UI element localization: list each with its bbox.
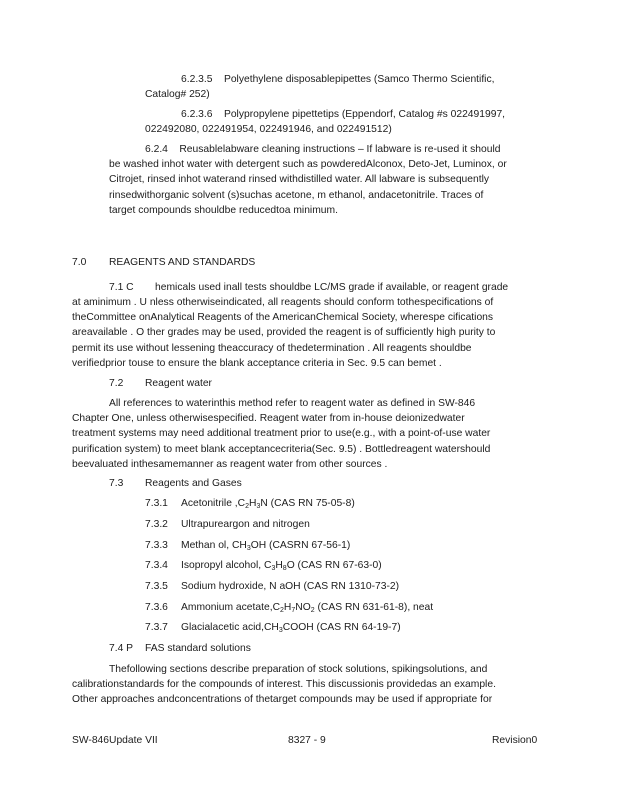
item-number: 7.3.5 <box>145 581 168 592</box>
paragraph-line: areavailable . O ther grades may be used, provided the reagent is of sufficiently high purity to <box>72 327 496 339</box>
paragraph-line: verifiedprior touse to ensure the blank acceptance criteria in Sec. 9.5 can bemet . <box>72 357 442 369</box>
section-number: 7.4 P <box>109 643 134 654</box>
footer-revision: Revision0 <box>492 735 538 746</box>
paragraph-line: All references to waterinthis method refer to reagent water as defined in SW-846 <box>109 398 476 409</box>
section-title: Reagents and Gases <box>145 478 242 489</box>
paragraph-line: purification system) to meet blank acceptancecriteria(Sec. 9.5) . Bottledreagent watershould <box>72 443 491 455</box>
section-7-1-body <box>72 295 545 371</box>
item-number: 7.3.4 <box>145 560 168 571</box>
section-7-4-body <box>72 662 545 708</box>
reagent-item: 7.3.2 Ultrapureargon and nitrogen <box>145 517 310 532</box>
item-number: 7.3.1 <box>145 498 168 509</box>
section-number: 7.1 C <box>109 282 134 293</box>
section-6-2-3-6-cont <box>145 122 392 137</box>
footer-left: SW-846Update VII <box>72 735 158 746</box>
section-text: Polypropylene pipettetips (Eppendorf, Catalog #s 022491997, <box>223 109 506 120</box>
paragraph-line: Thefollowing sections describe preparation of stock solutions, spikingsolutions, and <box>109 664 488 675</box>
paragraph-line: Other approaches andconcentrations of thetarget compounds may be used if appropriate for <box>72 694 493 706</box>
section-7-4-heading <box>109 641 251 656</box>
item-number: 7.3.6 <box>145 602 168 613</box>
section-number: 6.2.4 <box>145 144 168 155</box>
section-number: 6.2.3.6 <box>181 109 213 120</box>
section-6-2-3-5-cont <box>145 87 210 102</box>
paragraph-line: be washed inhot water with detergent such as powderedAlconox, Deto-Jet, Luminox, or <box>109 159 507 171</box>
item-number: 7.3.7 <box>145 622 168 633</box>
reagent-item: 7.3.4 Isopropyl alcohol, C3H8O (CAS RN 67-63-0) <box>145 560 382 572</box>
reagent-item: 7.3.3 Methan ol, CH3OH (CASRN 67-56-1) <box>145 540 351 552</box>
paragraph-line: calibrationstandards for the compounds of interest. This discussionis providedas an example. <box>72 679 496 691</box>
paragraph-line: treatment systems may need additional treatment prior to use(e.g., with a point-of-use water <box>72 428 491 440</box>
reagent-item: 7.3.5 Sodium hydroxide, N aOH (CAS RN 1310-73-2) <box>145 579 399 594</box>
paragraph-line: beevaluated inthesamemanner as reagent water from other sources . <box>72 458 388 470</box>
paragraph-line: 6.2.4 Reusablelabware cleaning instructions – If labware is re-used it should <box>145 144 501 155</box>
section-6-2-3-5 <box>181 72 494 87</box>
section-number: 7.2 <box>109 378 124 389</box>
section-7-0-heading <box>72 255 255 270</box>
section-7-3-heading <box>109 476 242 491</box>
section-title: FAS standard solutions <box>145 643 251 654</box>
footer-page-number: 8327 - 9 <box>288 735 326 746</box>
section-title: Reagent water <box>145 378 212 389</box>
paragraph-line: permit its use without lessening theaccuracy of thedetermination . All reagents shouldbe <box>72 342 472 354</box>
reagent-item: 7.3.7 Glacialacetic acid,CH3COOH (CAS RN 64-19-7) <box>145 622 401 634</box>
section-7-1 <box>109 280 545 295</box>
section-number: 6.2.3.5 <box>181 74 213 85</box>
paragraph-line: 7.1 C hemicals used inall tests shouldbe LC/MS grade if available, or reagent grade <box>109 280 545 295</box>
section-7-2-body <box>72 396 545 472</box>
section-text: Catalog# 252) <box>145 89 210 100</box>
section-text: 022492080, 022491954, 022491946, and 022491512) <box>145 124 392 135</box>
section-7-2-heading <box>109 376 212 391</box>
section-6-2-3-6 <box>181 107 505 122</box>
paragraph-line: theCommittee onAnalytical Reagents of the AmericanChemical Society, wherespe cifications <box>72 312 494 324</box>
item-number: 7.3.3 <box>145 540 168 551</box>
section-title: REAGENTS AND STANDARDS <box>109 257 256 268</box>
section-text: Polyethylene disposablepipettes (Samco Thermo Scientific, <box>223 74 495 85</box>
paragraph-line: at aminimum . U nless otherwiseindicated, all reagents should conform tothespecifications of <box>72 297 494 308</box>
reagent-item: 7.3.6 Ammonium acetate,C2H7NO2 (CAS RN 631-61-8), neat <box>145 602 434 614</box>
section-number: 7.0 <box>72 257 87 268</box>
item-number: 7.3.2 <box>145 519 168 530</box>
paragraph-line: Citrojet, rinsed inhot waterand rinsed withdistilled water. All labware is subsequently <box>109 174 490 186</box>
section-6-2-4 <box>109 142 545 218</box>
paragraph-line: target compounds shouldbe reducedtoa minimum. <box>109 204 338 216</box>
reagent-item: 7.3.1 Acetonitrile ,C2H3N (CAS RN 75-05-8) <box>145 498 355 510</box>
paragraph-line: rinsedwithorganic solvent (s)suchas acetone, m ethanol, andacetonitrile. Traces of <box>109 189 484 201</box>
paragraph-line: Chapter One, unless otherwisespecified. Reagent water from in-house deionizedwater <box>72 413 465 425</box>
section-number: 7.3 <box>109 478 124 489</box>
